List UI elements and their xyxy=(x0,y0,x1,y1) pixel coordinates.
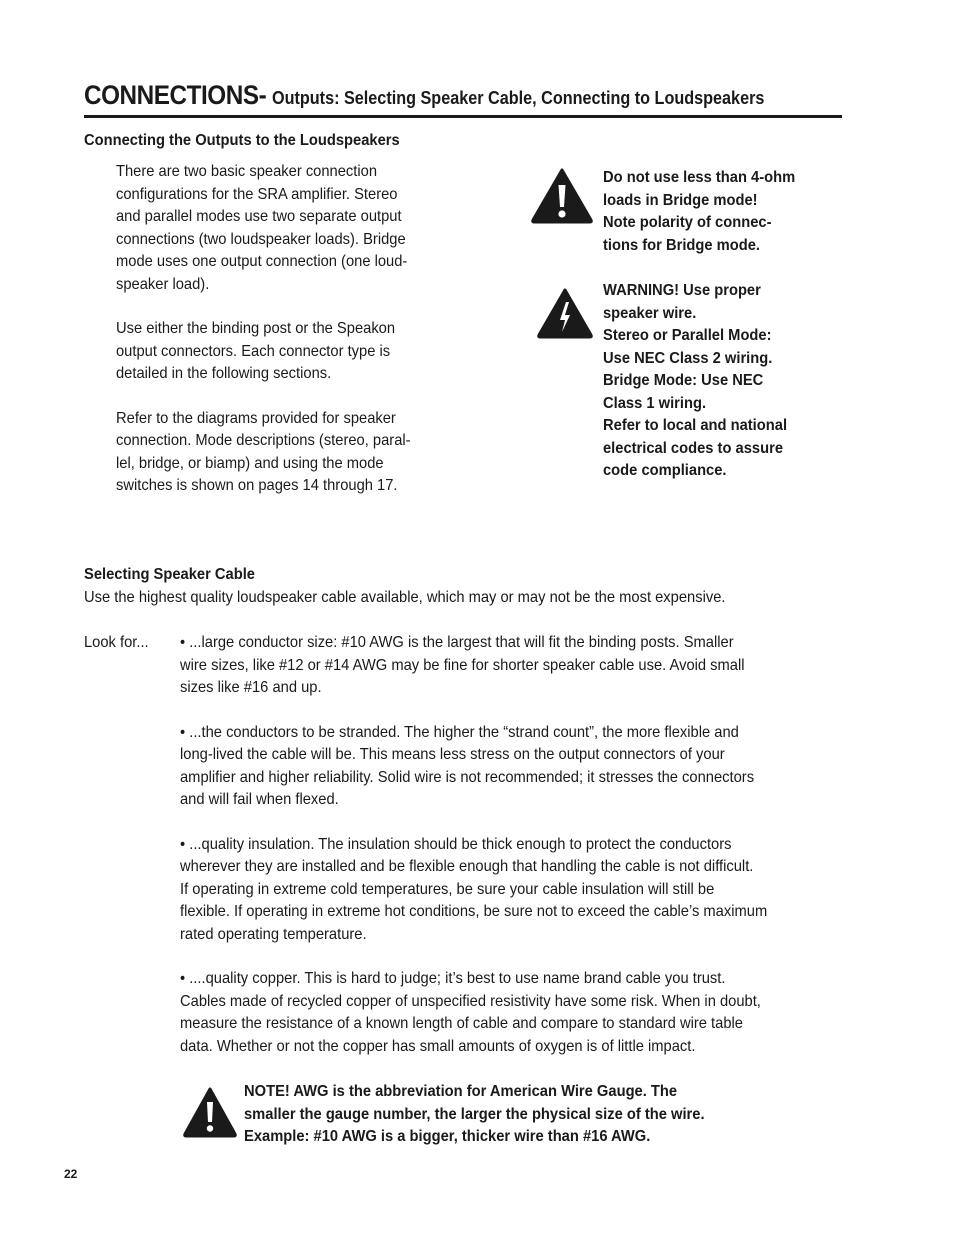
text-line: flexible. If operating in extreme hot conditions, be sure not to exceed the cable’s maximum xyxy=(180,903,768,920)
list-item-conductor-size xyxy=(180,632,767,700)
warning-line: tions for Bridge mode. xyxy=(603,236,761,254)
warning-line: Refer to local and national xyxy=(603,417,788,434)
text-line: • ...the conductors to be stranded. The higher the “strand count”, the more flexible and xyxy=(180,723,739,741)
note-line: smaller the gauge number, the larger the physical size of the wire. xyxy=(244,1105,705,1123)
text-line: data. Whether or not the copper has small amounts of oxygen is of little impact. xyxy=(180,1037,696,1055)
warning-line: loads in Bridge mode! xyxy=(603,191,758,209)
cable-intro-text: Use the highest quality loudspeaker cable available, which may or may not be the most expensive. xyxy=(84,589,726,606)
paragraph-diagram-reference xyxy=(116,408,411,498)
list-item-insulation xyxy=(180,834,767,947)
title-divider xyxy=(84,115,842,118)
warning-line: Use NEC Class 2 wiring. xyxy=(603,349,773,367)
warning-line: Bridge Mode: Use NEC xyxy=(603,372,764,389)
text-line: Refer to the diagrams provided for speaker xyxy=(116,409,396,427)
exclamation-triangle-icon xyxy=(530,167,594,224)
look-for-label: Look for... xyxy=(84,634,149,651)
warning-line: Class 1 wiring. xyxy=(603,394,707,412)
text-line: and will fail when flexed. xyxy=(180,791,339,808)
warning-line: electrical codes to assure xyxy=(603,439,784,457)
text-line: • ...large conductor size: #10 AWG is the largest that will fit the binding posts. Smaller xyxy=(180,634,734,651)
warning-line: Do not use less than 4-ohm xyxy=(603,169,796,186)
text-line: amplifier and higher reliability. Solid wire is not recommended; it stresses the connectors xyxy=(180,768,755,786)
exclamation-triangle-icon xyxy=(182,1086,238,1138)
note-line: NOTE! AWG is the abbreviation for American Wire Gauge. The xyxy=(244,1083,678,1100)
warning-speaker-wire xyxy=(603,280,803,483)
text-line: sizes like #16 and up. xyxy=(180,679,322,696)
text-line: • ....quality copper. This is hard to judge; it’s best to use name brand cable you trust. xyxy=(180,970,726,987)
text-line: configurations for the SRA amplifier. Stereo xyxy=(116,185,398,203)
text-line: switches is shown on pages 14 through 17. xyxy=(116,477,398,494)
text-line: wherever they are installed and be flexible enough that handling the cable is not difficult. xyxy=(180,858,754,875)
text-line: Use either the binding post or the Speakon xyxy=(116,320,396,337)
warning-bridge-load xyxy=(603,167,812,257)
text-line: measure the resistance of a known length of cable and compare to standard wire table xyxy=(180,1015,743,1032)
text-line: rated operating temperature. xyxy=(180,925,367,943)
warning-line: Stereo or Parallel Mode: xyxy=(603,327,772,344)
page-subtitle: Outputs: Selecting Speaker Cable, Connecting to Loudspeakers xyxy=(272,88,765,108)
text-line: speaker load). xyxy=(116,275,210,293)
text-line: connection. Mode descriptions (stereo, paral- xyxy=(116,432,411,449)
text-line: If operating in extreme cold temperatures, be sure your cable insulation will still be xyxy=(180,880,715,898)
page-number: 22 xyxy=(64,1167,78,1181)
text-line: lel, bridge, or biamp) and using the mode xyxy=(116,454,384,472)
warning-line: code compliance. xyxy=(603,462,727,479)
list-item-copper xyxy=(180,968,767,1058)
warning-line: speaker wire. xyxy=(603,304,697,322)
text-line: and parallel modes use two separate output xyxy=(116,208,402,225)
paragraph-connection-configurations xyxy=(116,161,411,296)
text-line: Cables made of recycled copper of unspecified resistivity have some risk. When in doubt, xyxy=(180,992,761,1010)
paragraph-connector-types xyxy=(116,318,411,386)
note-line: Example: #10 AWG is a bigger, thicker wire than #16 AWG. xyxy=(244,1128,651,1145)
section1-body xyxy=(116,161,436,498)
note-awg xyxy=(244,1081,745,1149)
section-heading-selecting-cable: Selecting Speaker Cable xyxy=(84,566,255,583)
warning-line: WARNING! Use proper xyxy=(603,282,761,299)
text-line: detailed in the following sections. xyxy=(116,365,332,382)
text-line: mode uses one output connection (one loud- xyxy=(116,253,408,270)
cable-criteria-list xyxy=(180,632,818,1058)
section-heading-connecting-outputs: Connecting the Outputs to the Loudspeakers xyxy=(84,132,400,149)
page-title: CONNECTIONS- xyxy=(84,80,267,110)
text-line: • ...quality insulation. The insulation should be thick enough to protect the conductors xyxy=(180,835,732,853)
text-line: There are two basic speaker connection xyxy=(116,163,378,180)
text-line: output connectors. Each connector type is xyxy=(116,342,391,360)
list-item-stranded xyxy=(180,722,767,812)
warning-line: Note polarity of connec- xyxy=(603,214,772,231)
lightning-triangle-icon xyxy=(536,287,594,339)
text-line: connections (two loudspeaker loads). Bridge xyxy=(116,230,406,248)
text-line: wire sizes, like #12 or #14 AWG may be fine for shorter speaker cable use. Avoid small xyxy=(180,656,745,674)
text-line: long-lived the cable will be. This means less stress on the output connectors of your xyxy=(180,746,725,763)
